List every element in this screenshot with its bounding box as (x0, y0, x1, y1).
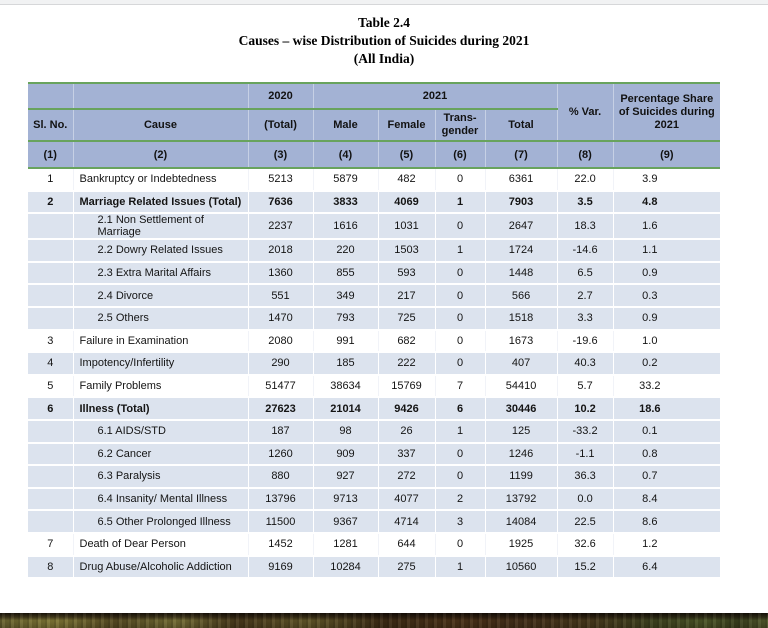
cell-cause: 2.5 Others (73, 307, 248, 330)
window-top-strip (0, 0, 768, 5)
cell-sl-no: 4 (28, 352, 73, 375)
cell-2020-total: 1260 (248, 443, 313, 466)
cell-male: 185 (313, 352, 378, 375)
cell-total: 1448 (485, 262, 557, 285)
table-row (28, 239, 720, 262)
table-row (28, 375, 720, 398)
cell-female: 272 (378, 465, 435, 488)
cell-sl-no (28, 262, 73, 285)
cell-2020-total: 27623 (248, 397, 313, 420)
cell-percentage-share: 0.7 (613, 465, 720, 488)
cell-cause: 6.2 Cancer (73, 443, 248, 466)
cell-sl-no (28, 420, 73, 443)
cell-total: 125 (485, 420, 557, 443)
cell-total: 7903 (485, 191, 557, 214)
cell-transgender: 0 (435, 533, 485, 556)
cell-percent-var: -14.6 (557, 239, 613, 262)
header-sl-no: Sl. No. (28, 109, 73, 141)
cell-male: 220 (313, 239, 378, 262)
cell-transgender: 0 (435, 443, 485, 466)
cell-male: 909 (313, 443, 378, 466)
table-row (28, 397, 720, 420)
table-row (28, 488, 720, 511)
suicide-causes-table (28, 82, 720, 579)
cell-percentage-share: 4.8 (613, 191, 720, 214)
cell-transgender: 7 (435, 375, 485, 398)
table-row (28, 284, 720, 307)
cell-2020-total: 7636 (248, 191, 313, 214)
cell-percent-var: -33.2 (557, 420, 613, 443)
header-total-2021: Total (485, 109, 557, 141)
table-row (28, 330, 720, 353)
cell-cause: Bankruptcy or Indebtedness (73, 168, 248, 191)
cell-total: 1673 (485, 330, 557, 353)
cell-sl-no: 6 (28, 397, 73, 420)
cell-percent-var: 32.6 (557, 533, 613, 556)
table-row (28, 168, 720, 191)
cell-male: 98 (313, 420, 378, 443)
cell-total: 1518 (485, 307, 557, 330)
cell-transgender: 1 (435, 239, 485, 262)
cell-female: 275 (378, 556, 435, 579)
cell-2020-total: 11500 (248, 510, 313, 533)
cell-cause: 2.1 Non Settlement of Marriage (73, 213, 248, 239)
cell-percentage-share: 8.4 (613, 488, 720, 511)
header-male: Male (313, 109, 378, 141)
cell-percentage-share: 8.6 (613, 510, 720, 533)
index-2: (2) (73, 141, 248, 168)
cell-male: 38634 (313, 375, 378, 398)
cell-2020-total: 51477 (248, 375, 313, 398)
cell-2020-total: 1470 (248, 307, 313, 330)
cell-percent-var: 0.0 (557, 488, 613, 511)
cell-2020-total: 2237 (248, 213, 313, 239)
cell-female: 725 (378, 307, 435, 330)
cell-sl-no: 1 (28, 168, 73, 191)
cell-total: 1724 (485, 239, 557, 262)
cell-cause: Marriage Related Issues (Total) (73, 191, 248, 214)
cell-percent-var: 5.7 (557, 375, 613, 398)
cell-female: 9426 (378, 397, 435, 420)
cell-total: 30446 (485, 397, 557, 420)
cell-2020-total: 1452 (248, 533, 313, 556)
cell-percentage-share: 18.6 (613, 397, 720, 420)
cell-transgender: 0 (435, 284, 485, 307)
cell-percentage-share: 0.1 (613, 420, 720, 443)
cell-male: 349 (313, 284, 378, 307)
header-2020: 2020 (248, 83, 313, 109)
cell-female: 682 (378, 330, 435, 353)
cell-percent-var: 2.7 (557, 284, 613, 307)
table-row (28, 307, 720, 330)
cell-percent-var: 18.3 (557, 213, 613, 239)
cell-percent-var: 22.0 (557, 168, 613, 191)
cell-female: 4714 (378, 510, 435, 533)
index-1: (1) (28, 141, 73, 168)
cell-female: 4069 (378, 191, 435, 214)
cell-total: 566 (485, 284, 557, 307)
cell-transgender: 0 (435, 330, 485, 353)
cell-cause: Family Problems (73, 375, 248, 398)
cell-transgender: 0 (435, 465, 485, 488)
cell-sl-no (28, 510, 73, 533)
cell-percentage-share: 1.6 (613, 213, 720, 239)
cell-female: 4077 (378, 488, 435, 511)
cell-cause: Failure in Examination (73, 330, 248, 353)
cell-transgender: 0 (435, 168, 485, 191)
table-row (28, 352, 720, 375)
cell-2020-total: 5213 (248, 168, 313, 191)
cell-percentage-share: 0.9 (613, 262, 720, 285)
cell-sl-no (28, 213, 73, 239)
table-title (0, 14, 768, 68)
cell-percentage-share: 33.2 (613, 375, 720, 398)
cell-female: 1503 (378, 239, 435, 262)
cell-cause: 6.4 Insanity/ Mental Illness (73, 488, 248, 511)
header-female: Female (378, 109, 435, 141)
cell-percent-var: 15.2 (557, 556, 613, 579)
cell-transgender: 1 (435, 420, 485, 443)
cell-sl-no (28, 284, 73, 307)
cell-sl-no: 3 (28, 330, 73, 353)
table-row (28, 262, 720, 285)
cell-transgender: 0 (435, 307, 485, 330)
cell-percentage-share: 0.8 (613, 443, 720, 466)
cell-cause: 2.2 Dowry Related Issues (73, 239, 248, 262)
cell-female: 217 (378, 284, 435, 307)
cell-male: 9713 (313, 488, 378, 511)
cell-transgender: 0 (435, 352, 485, 375)
cell-female: 222 (378, 352, 435, 375)
cell-2020-total: 2080 (248, 330, 313, 353)
cell-percent-var: 6.5 (557, 262, 613, 285)
cell-sl-no: 7 (28, 533, 73, 556)
cell-total: 1925 (485, 533, 557, 556)
cell-transgender: 1 (435, 191, 485, 214)
header-row-indexes (28, 141, 720, 168)
cell-cause: 6.5 Other Prolonged Illness (73, 510, 248, 533)
cell-sl-no (28, 239, 73, 262)
title-line-3: (All India) (353, 51, 415, 66)
header-spacer-cause (73, 83, 248, 109)
cell-male: 9367 (313, 510, 378, 533)
cell-male: 991 (313, 330, 378, 353)
cell-cause: Death of Dear Person (73, 533, 248, 556)
cell-total: 407 (485, 352, 557, 375)
cell-percentage-share: 1.0 (613, 330, 720, 353)
index-9: (9) (613, 141, 720, 168)
cell-2020-total: 1360 (248, 262, 313, 285)
table-row (28, 191, 720, 214)
title-line-2: Causes – wise Distribution of Suicides during 2021 (238, 33, 530, 48)
cell-percent-var: 22.5 (557, 510, 613, 533)
cell-total: 13792 (485, 488, 557, 511)
cell-sl-no (28, 443, 73, 466)
cell-male: 3833 (313, 191, 378, 214)
index-4: (4) (313, 141, 378, 168)
header-row-years (28, 83, 720, 109)
table-row (28, 420, 720, 443)
table-row (28, 556, 720, 579)
cell-female: 337 (378, 443, 435, 466)
cell-2020-total: 880 (248, 465, 313, 488)
header-spacer-sl (28, 83, 73, 109)
cell-total: 1246 (485, 443, 557, 466)
cell-cause: 6.1 AIDS/STD (73, 420, 248, 443)
cell-cause: 6.3 Paralysis (73, 465, 248, 488)
cell-percent-var: 10.2 (557, 397, 613, 420)
cell-sl-no: 8 (28, 556, 73, 579)
cell-2020-total: 2018 (248, 239, 313, 262)
cell-transgender: 6 (435, 397, 485, 420)
landscape-photo-strip (0, 613, 768, 628)
cell-sl-no: 2 (28, 191, 73, 214)
index-7: (7) (485, 141, 557, 168)
cell-percentage-share: 0.9 (613, 307, 720, 330)
index-6: (6) (435, 141, 485, 168)
header-transgender: Trans- gender (435, 109, 485, 141)
header-2021: 2021 (313, 83, 557, 109)
cell-percent-var: -19.6 (557, 330, 613, 353)
index-3: (3) (248, 141, 313, 168)
cell-female: 15769 (378, 375, 435, 398)
cell-cause: Impotency/Infertility (73, 352, 248, 375)
cell-male: 793 (313, 307, 378, 330)
cell-2020-total: 290 (248, 352, 313, 375)
cell-transgender: 0 (435, 262, 485, 285)
cell-sl-no: 5 (28, 375, 73, 398)
cell-male: 1281 (313, 533, 378, 556)
cell-total: 10560 (485, 556, 557, 579)
title-line-1: Table 2.4 (357, 15, 411, 30)
cell-male: 5879 (313, 168, 378, 191)
table-row (28, 465, 720, 488)
cell-total: 54410 (485, 375, 557, 398)
header-percentage-share: Percentage Share of Suicides during 2021 (613, 83, 720, 141)
cell-percent-var: 3.3 (557, 307, 613, 330)
cell-percentage-share: 1.2 (613, 533, 720, 556)
cell-percent-var: 40.3 (557, 352, 613, 375)
cell-percentage-share: 0.3 (613, 284, 720, 307)
cell-cause: 2.4 Divorce (73, 284, 248, 307)
cell-female: 644 (378, 533, 435, 556)
header-2020-total: (Total) (248, 109, 313, 141)
cell-female: 593 (378, 262, 435, 285)
cell-female: 482 (378, 168, 435, 191)
index-5: (5) (378, 141, 435, 168)
header-percent-var: % Var. (557, 83, 613, 141)
cell-percent-var: 36.3 (557, 465, 613, 488)
cell-cause: Drug Abuse/Alcoholic Addiction (73, 556, 248, 579)
cell-female: 1031 (378, 213, 435, 239)
cell-sl-no (28, 465, 73, 488)
cell-percentage-share: 6.4 (613, 556, 720, 579)
cell-2020-total: 13796 (248, 488, 313, 511)
table-row (28, 533, 720, 556)
cell-male: 10284 (313, 556, 378, 579)
cell-percentage-share: 0.2 (613, 352, 720, 375)
table-row (28, 213, 720, 239)
cell-total: 1199 (485, 465, 557, 488)
cell-total: 2647 (485, 213, 557, 239)
cell-total: 6361 (485, 168, 557, 191)
cell-percent-var: -1.1 (557, 443, 613, 466)
cell-male: 855 (313, 262, 378, 285)
cell-transgender: 0 (435, 213, 485, 239)
cell-cause: Illness (Total) (73, 397, 248, 420)
cell-percentage-share: 1.1 (613, 239, 720, 262)
cell-male: 21014 (313, 397, 378, 420)
cell-female: 26 (378, 420, 435, 443)
cell-total: 14084 (485, 510, 557, 533)
table-row (28, 510, 720, 533)
cell-cause: 2.3 Extra Marital Affairs (73, 262, 248, 285)
cell-male: 927 (313, 465, 378, 488)
cell-transgender: 1 (435, 556, 485, 579)
table-row (28, 443, 720, 466)
cell-transgender: 3 (435, 510, 485, 533)
index-8: (8) (557, 141, 613, 168)
cell-2020-total: 187 (248, 420, 313, 443)
cell-2020-total: 551 (248, 284, 313, 307)
cell-male: 1616 (313, 213, 378, 239)
cell-transgender: 2 (435, 488, 485, 511)
cell-sl-no (28, 307, 73, 330)
header-cause: Cause (73, 109, 248, 141)
cell-2020-total: 9169 (248, 556, 313, 579)
cell-sl-no (28, 488, 73, 511)
cell-percent-var: 3.5 (557, 191, 613, 214)
cell-percentage-share: 3.9 (613, 168, 720, 191)
